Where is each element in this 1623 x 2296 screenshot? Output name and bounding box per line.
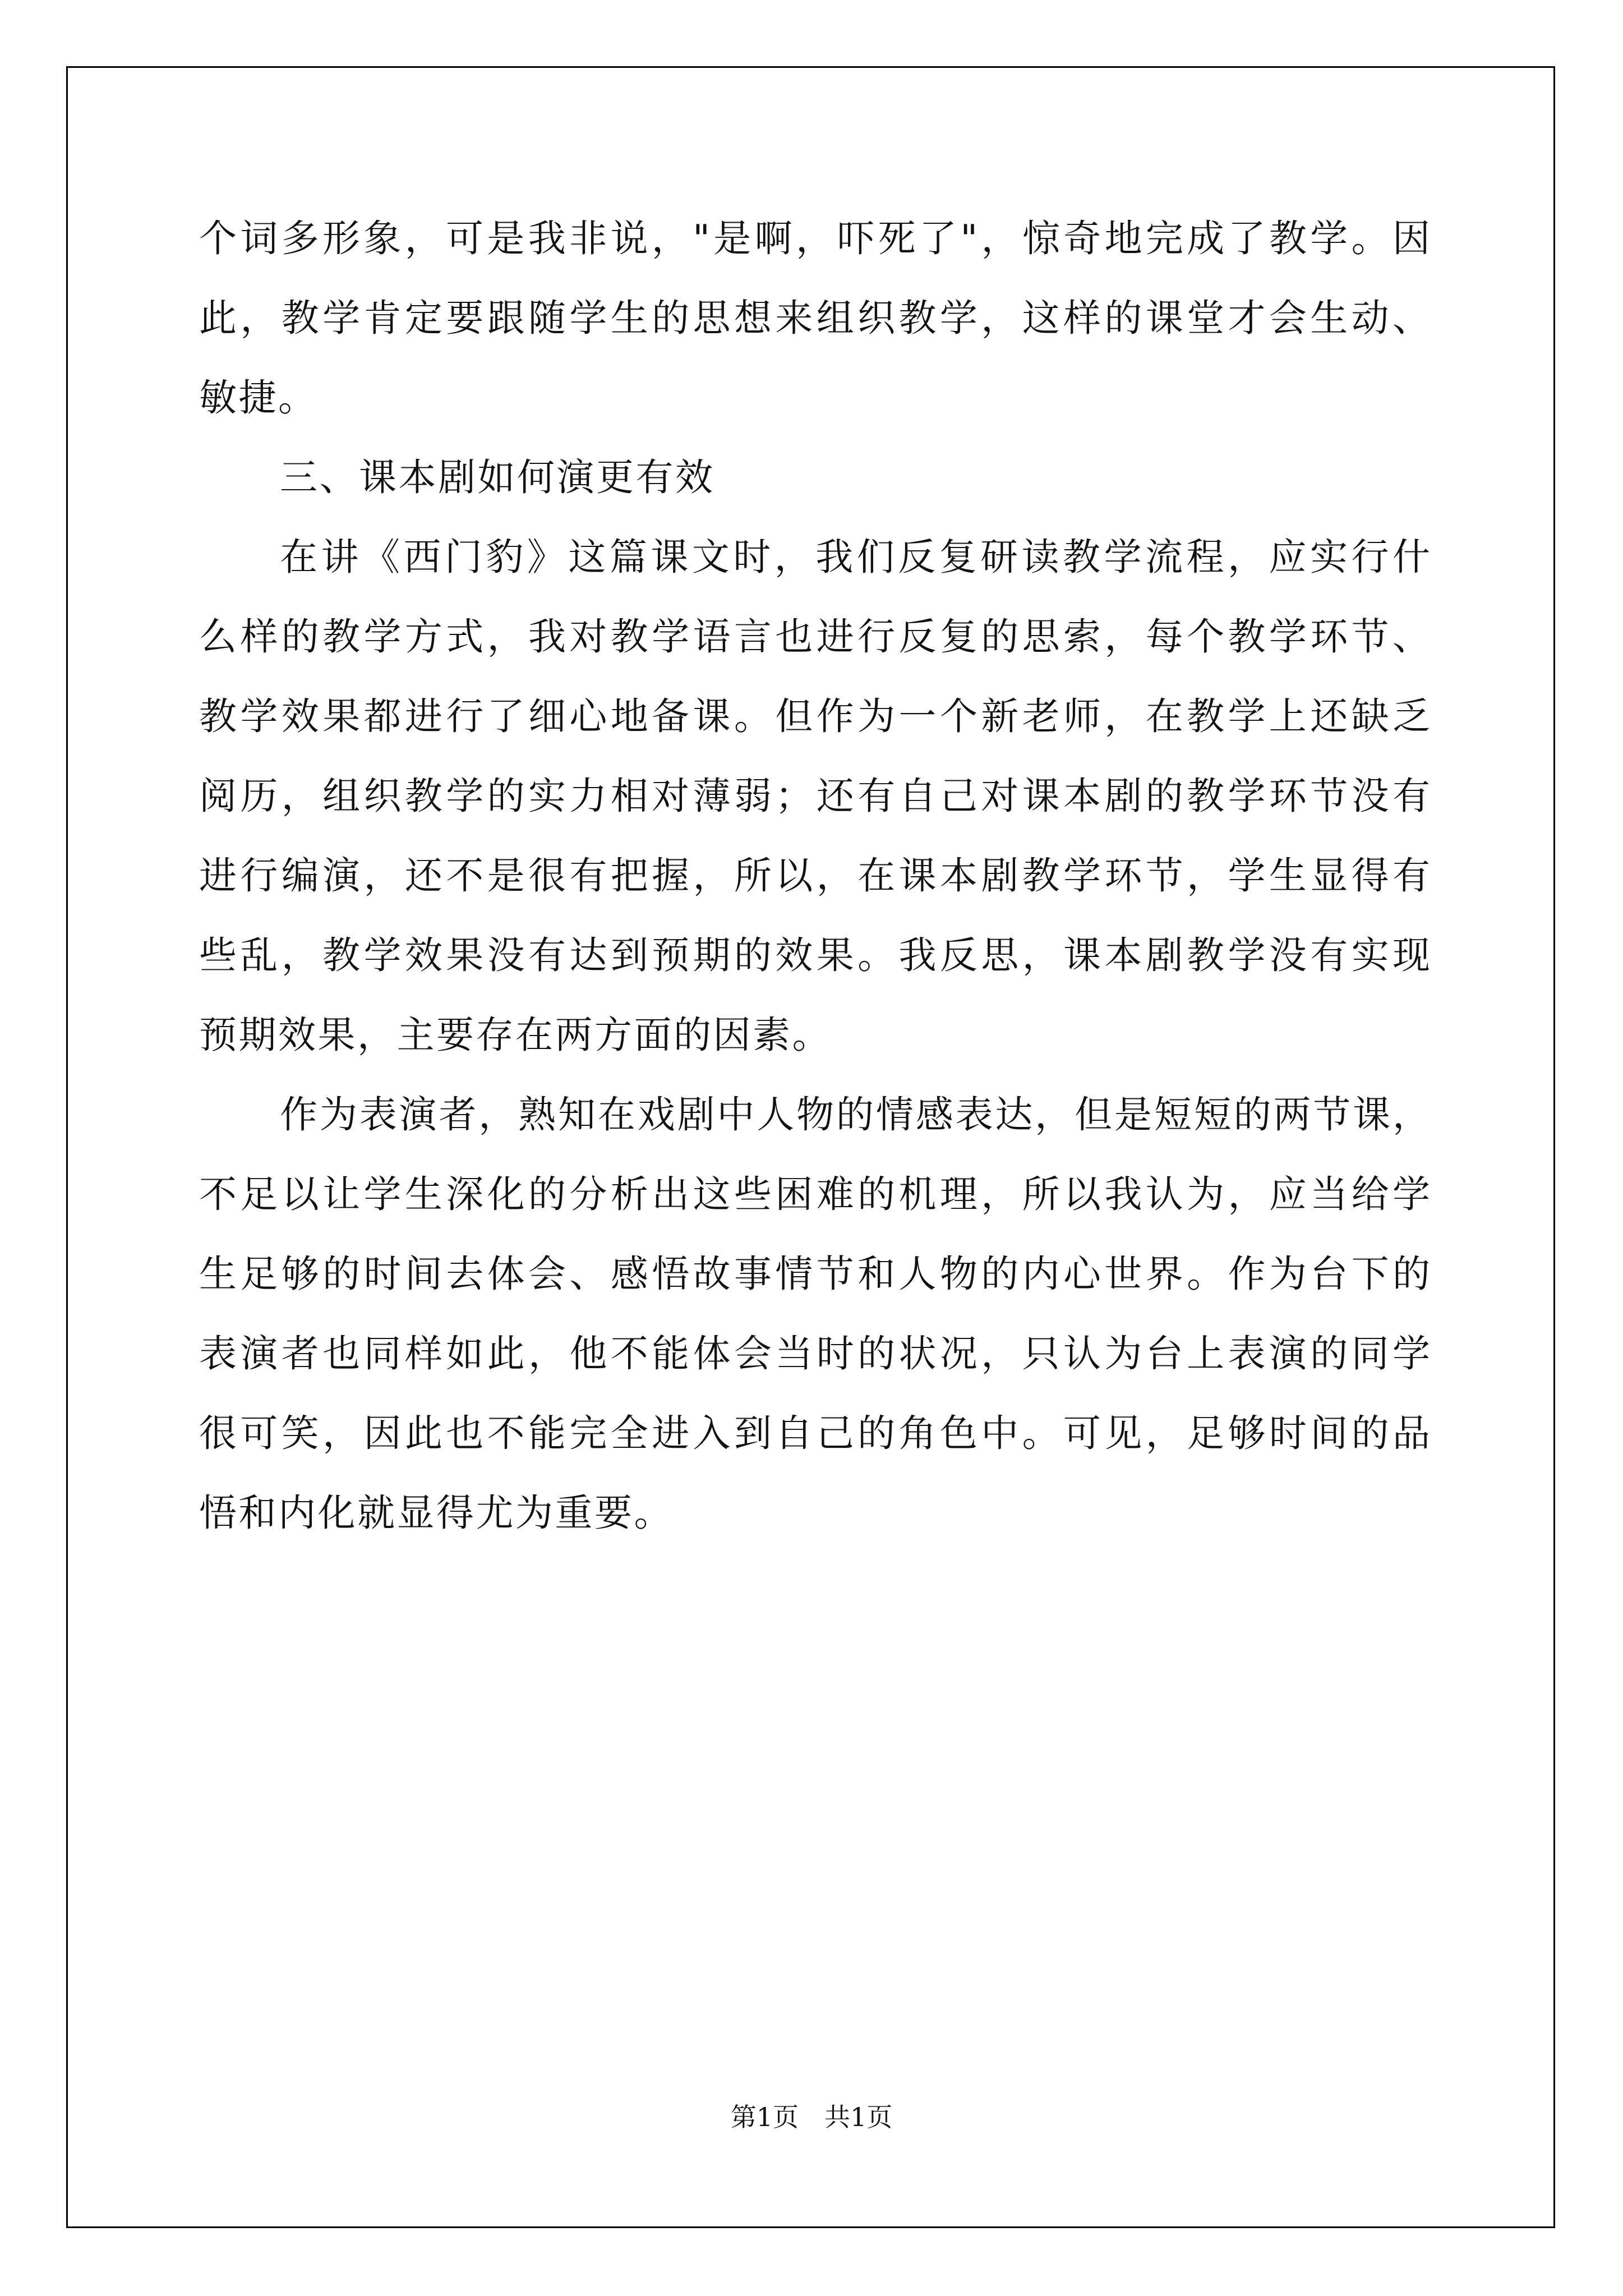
section-heading: 三、课本剧如何演更有效	[280, 455, 715, 499]
text-line: 教学效果都进行了细心地备课。但作为一个新老师，在教学上还缺乏	[199, 694, 1430, 738]
text-line: 在讲《西门豹》这篇课文时，我们反复研读教学流程，应实行什	[280, 535, 1430, 579]
page-number: 第1页	[730, 2102, 799, 2132]
text-line: 很可笑，因此也不能完全进入到自己的角色中。可见，足够时间的品	[199, 1411, 1430, 1455]
page-footer	[0, 2097, 1623, 2134]
text-line: 个词多形象，可是我非说，"是啊，吓死了"，惊奇地完成了教学。因	[199, 217, 1430, 260]
page-total: 共1页	[824, 2102, 893, 2132]
text-line: 不足以让学生深化的分析出这些困难的机理，所以我认为，应当给学	[199, 1172, 1430, 1216]
text-line: 此，教学肯定要跟随学生的思想来组织教学，这样的课堂才会生动、	[199, 296, 1430, 340]
text-line: 些乱，教学效果没有达到预期的效果。我反思，课本剧教学没有实现	[199, 933, 1430, 977]
text-line: 表演者也同样如此，他不能体会当时的状况，只认为台上表演的同学	[199, 1332, 1430, 1375]
text-line: 预期效果，主要存在两方面的因素。	[199, 1013, 832, 1057]
document-body	[199, 217, 1430, 1574]
text-line: 进行编演，还不是很有把握，所以，在课本剧教学环节，学生显得有	[199, 854, 1430, 898]
text-line: 生足够的时间去体会、感悟故事情节和人物的内心世界。作为台下的	[199, 1252, 1430, 1296]
text-line: 敏捷。	[199, 376, 318, 420]
text-line: 作为表演者，熟知在戏剧中人物的情感表达，但是短短的两节课，	[280, 1093, 1430, 1137]
text-line: 阅历，组织教学的实力相对薄弱；还有自己对课本剧的教学环节没有	[199, 774, 1430, 818]
text-line: 么样的教学方式，我对教学语言也进行反复的思索，每个教学环节、	[199, 615, 1430, 659]
text-line: 悟和内化就显得尤为重要。	[199, 1491, 674, 1535]
